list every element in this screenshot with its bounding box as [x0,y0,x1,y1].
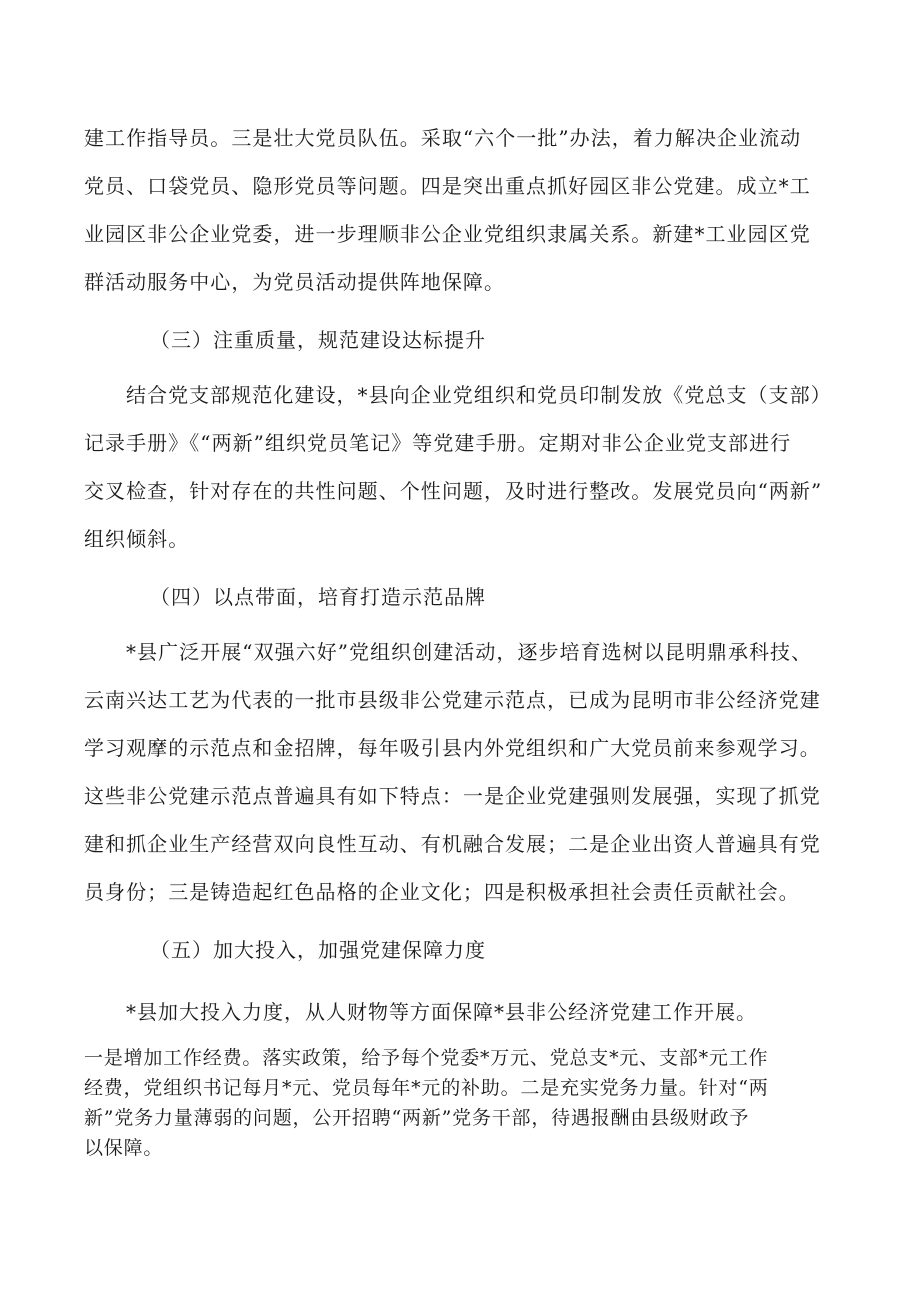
paragraph-line: 一是增加工作经费。落实政策，给予每个党委*万元、党总支*元、支部*元工作 [84,1047,769,1069]
paragraph-line: 建工作指导员。三是壮大党员队伍。采取“六个一批”办法，着力解决企业流动 [84,126,802,150]
section-heading: （四）以点带面，培育打造示范品牌 [150,585,486,609]
paragraph-line: 以保障。 [84,1137,164,1159]
paragraph-line: 交叉检查，针对存在的共性问题、个性问题，及时进行整改。发展党员向“两新” [84,479,823,503]
section-heading: （三）注重质量，规范建设达标提升 [150,328,486,352]
paragraph-line: 这些非公党建示范点普遍具有如下特点：一是企业党建强则发展强，实现了抓党 [84,784,821,808]
paragraph-line: 党员、口袋党员、隐形党员等问题。四是突出重点抓好园区非公党建。成立*工 [84,174,811,198]
paragraph-line: *县加大投入力度，从人财物等方面保障*县非公经济党建工作开展。 [126,1000,757,1024]
paragraph-line: 云南兴达工艺为代表的一批市县级非公党建示范点，已成为昆明市非公经济党建 [84,688,821,712]
paragraph-line: 建和抓企业生产经营双向良性互动、有机融合发展；二是企业出资人普遍具有党 [84,832,821,856]
paragraph-line: 记录手册》《“两新”组织党员笔记》等党建手册。定期对非公企业党支部进行 [84,431,792,455]
paragraph-line: 结合党支部规范化建设，*县向企业党组织和党员印制发放《党总支（支部） [126,383,832,407]
paragraph-line: 群活动服务中心，为党员活动提供阵地保障。 [84,270,505,294]
paragraph-line: 业园区非公企业党委，进一步理顺非公企业党组织隶属关系。新建*工业园区党 [84,222,811,246]
paragraph-line: *县广泛开展“双强六好”党组织创建活动，逐步培育选树以昆明鼎承科技、 [126,640,813,664]
section-heading: （五）加大投入，加强党建保障力度 [150,938,486,962]
paragraph-line: 学习观摩的示范点和金招牌，每年吸引县内外党组织和广大党员前来参观学习。 [84,736,821,760]
paragraph-line: 员身份；三是铸造起红色品格的企业文化；四是积极承担社会责任贡献社会。 [84,880,800,904]
paragraph-line: 经费，党组织书记每月*元、党员每年*元的补助。二是充实党务力量。针对“两 [84,1077,769,1099]
paragraph-line: 组织倾斜。 [84,527,190,551]
paragraph-line: 新”党务力量薄弱的问题，公开招聘“两新”党务干部，待遇报酬由县级财政予 [84,1107,750,1129]
